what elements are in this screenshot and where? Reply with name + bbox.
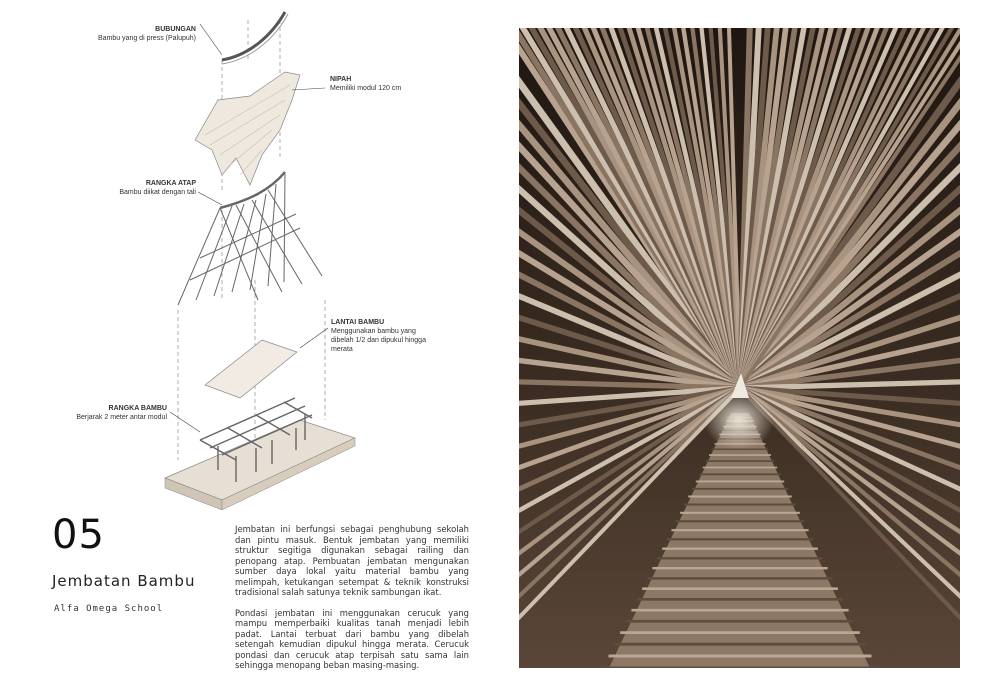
label-nipah-desc: Memiliki modul 120 cm xyxy=(330,85,402,92)
project-title: Jembatan Bambu xyxy=(52,572,196,590)
label-lantai-bambu-desc-3: merata xyxy=(331,346,353,353)
project-description xyxy=(235,524,469,681)
label-rangka-atap-desc: Bambu diikat dengan tali xyxy=(119,189,196,196)
label-nipah-title: NIPAH xyxy=(330,76,352,83)
description-paragraph-1: Jembatan ini berfungsi sebagai penghubung sekolah dan pintu masuk. Bentuk jembatan yang memiliki struktur segitiga digunakan sebagai railing dan penopang atap. Pembuatan jembatan mengunakan sumber daya lokal yaitu material bambu yang melimpah, ketukangan setempat & teknik konstruksi tradisional salah satunya teknik sambungan ikat. xyxy=(235,524,469,597)
project-school: Alfa Omega School xyxy=(54,604,164,614)
rangka-atap-frame xyxy=(178,172,322,305)
project-number: 05 xyxy=(52,512,105,558)
nipah-thatch xyxy=(195,72,300,185)
label-rangka-bambu-title: RANGKA BAMBU xyxy=(108,405,167,412)
label-bubungan-desc: Bambu yang di press (Palupuh) xyxy=(97,35,196,42)
exploded-axonometric-diagram xyxy=(0,0,500,510)
label-rangka-atap-title: RANGKA ATAP xyxy=(145,180,196,187)
label-lantai-bambu-desc-1: Menggunakan bambu yang xyxy=(331,328,416,335)
bamboo-tunnel-photo xyxy=(519,28,960,668)
description-paragraph-2: Pondasi jembatan ini menggunakan cerucuk yang mampu memperbaiki kualitas tanah menjadi lebih padat. Lantai terbuat dari bambu yang dibelah setengah kemudian dipukul hingga merata. Cerucuk pondasi dan cerucuk atap terpisah satu sama lain sehingga menopang beban masing-masing. xyxy=(235,607,469,670)
bubungan-ridge xyxy=(222,12,288,64)
label-rangka-bambu-desc: Berjarak 2 meter antar modul xyxy=(76,414,167,421)
label-lantai-bambu-title: LANTAI BAMBU xyxy=(331,319,385,326)
label-lantai-bambu-desc-2: dibelah 1/2 dan dipukul hingga xyxy=(331,337,426,344)
lantai-bambu-plate xyxy=(205,340,297,398)
label-bubungan-title: BUBUNGAN xyxy=(155,26,196,33)
